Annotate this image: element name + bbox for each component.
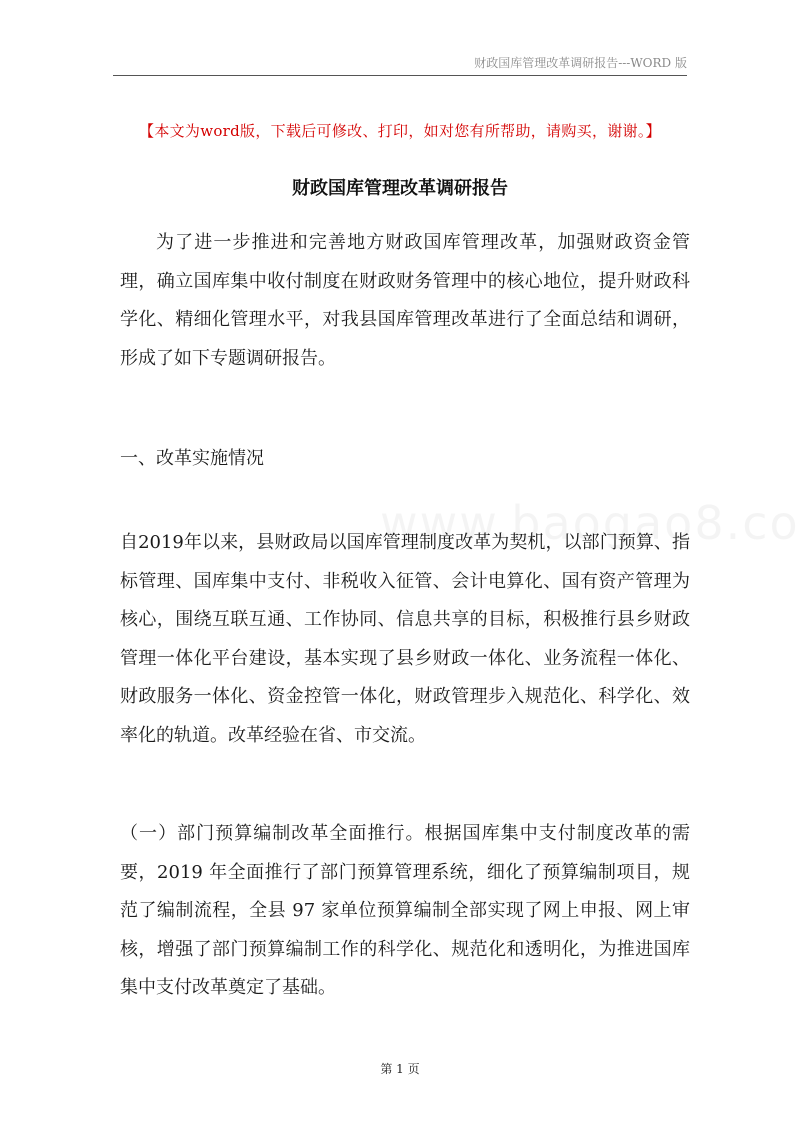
running-header: 财政国库管理改革调研报告---WORD 版: [474, 56, 687, 70]
body-paragraph: 自2019年以来，县财政局以国库管理制度改革为契机，以部门预算、指标管理、国库集中支付、非税收入征管、会计电算化、国有资产管理为核心，围绕互联互通、工作协同、信息共享的目标，积极推行县乡财政管理一体化平台建设，基本实现了县乡财政一体化、业务流程一体化、财政服务一体化、资金控管一体化，财政管理步入规范化、科学化、效率化的轨道。改革经验在省、市交流。: [120, 532, 690, 746]
intro-paragraph: 为了进一步推进和完善地方财政国库管理改革，加强财政资金管理，确立国库集中收付制度在财政财务管理中的核心地位，提升财政科学化、精细化管理水平，对我县国库管理改革进行了全面总结和调研，形成了如下专题调研报告。: [120, 232, 690, 369]
subsection-paragraph: （一）部门预算编制改革全面推行。根据国库集中支付制度改革的需要，2019 年全面推行了部门预算管理系统，细化了预算编制项目，规范了编制流程，全县 97 家单位预算编制全部实现了网上申报、网上审核，增强了部门预算编制工作的科学化、规范化和透明化，为推进国库集中支付改革奠定了基础。: [120, 823, 690, 998]
page-number: 第 1 页: [380, 1062, 420, 1076]
document-title: 财政国库管理改革调研报告: [292, 178, 508, 199]
purchase-notice: 【本文为word版，下载后可修改、打印，如对您有所帮助，请购买，谢谢。】: [139, 122, 661, 140]
header-rule: [113, 75, 687, 76]
section-heading: 一、改革实施情况: [120, 448, 264, 469]
